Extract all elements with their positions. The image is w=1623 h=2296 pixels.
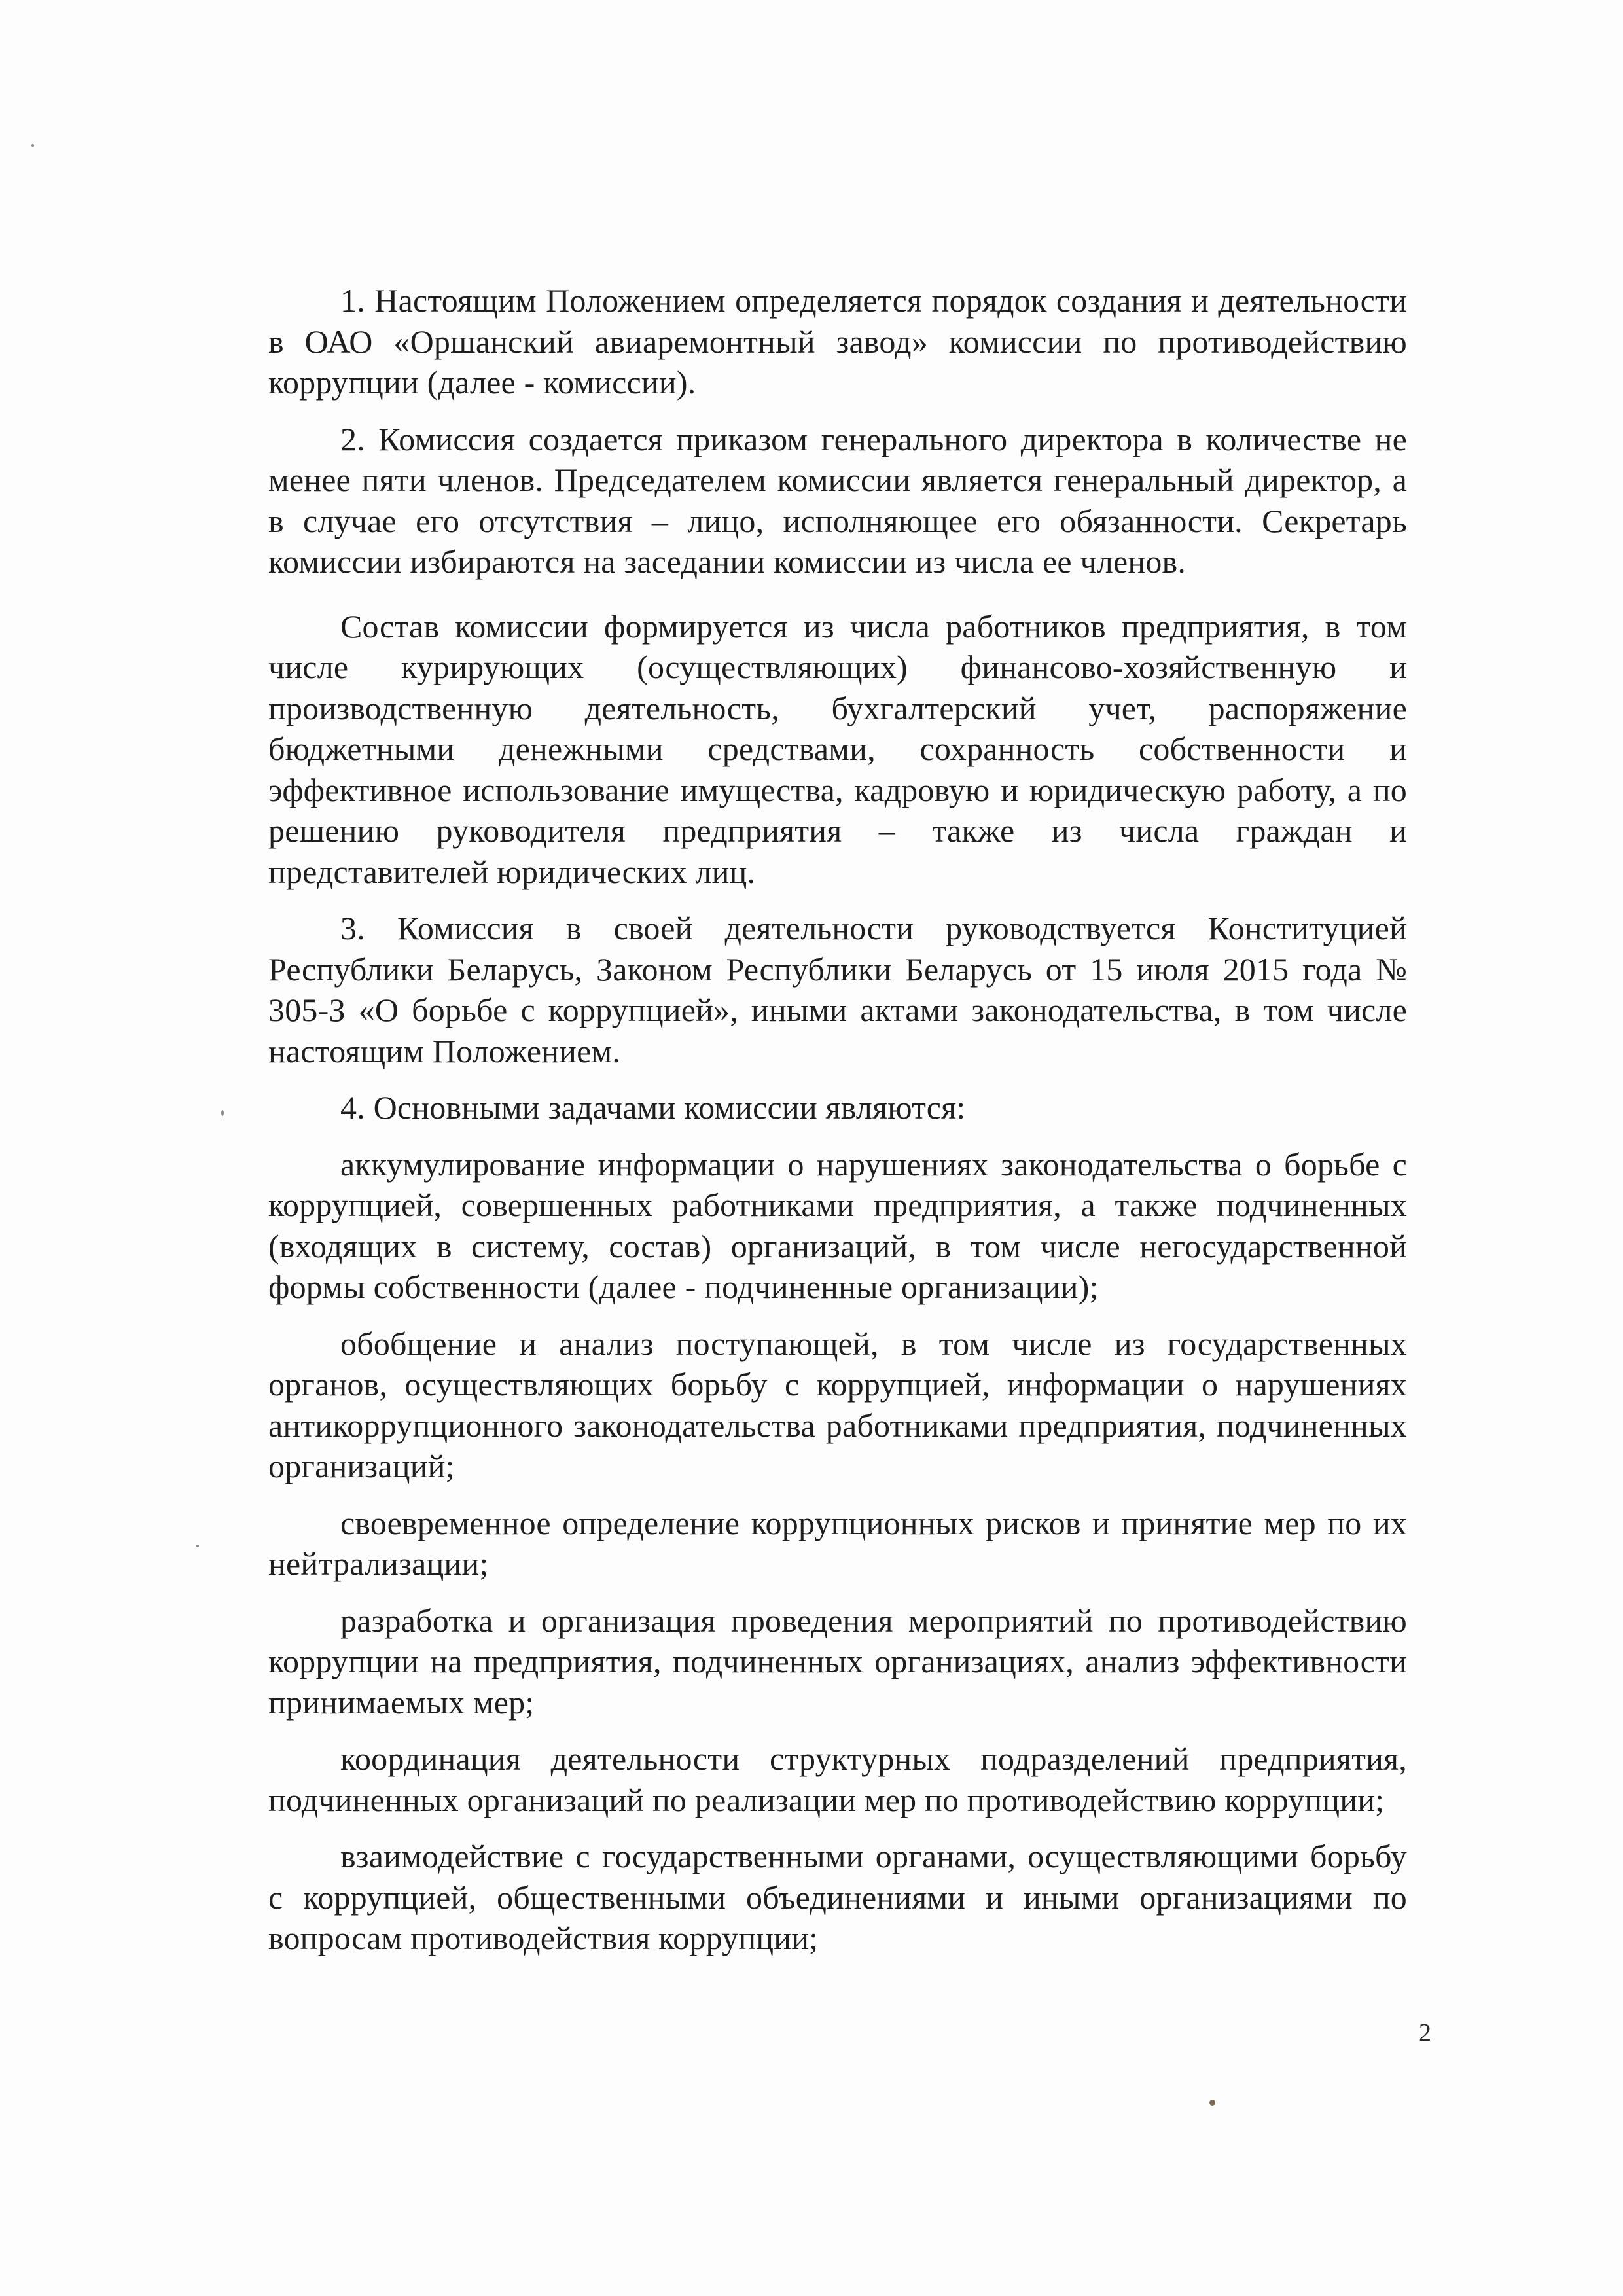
scan-speck xyxy=(31,144,34,147)
list-item-accumulation: аккумулирование информации о нарушениях законодательства о борьбе с коррупцией, совершенных работниками предприятия, а также подчиненных (входящих в систему, состав) организаций, в том числе негосударственной формы собственности (далее - подчиненные организации); xyxy=(268,1145,1407,1305)
paragraph-5: 4. Основными задачами комиссии являются: xyxy=(340,1089,966,1126)
page-number: 2 xyxy=(1419,2019,1431,2047)
list-item-analysis: обобщение и анализ поступающей, в том числе из государственных органов, осуществляющих борьбу с коррупцией, информации о нарушениях антикоррупционного законодательства работниками предприятия, подчиненных организаций; xyxy=(268,1325,1407,1484)
document-body xyxy=(268,280,1407,1975)
scan-speck xyxy=(1209,2100,1215,2106)
list-item-measures-development: разработка и организация проведения мероприятий по противодействию коррупции на предприятия, подчиненных организациях, анализ эффективности принимаемых мер; xyxy=(268,1602,1407,1721)
scan-speck xyxy=(221,1110,224,1116)
paragraph-3: Состав комиссии формируется из числа работников предприятия, в том числе курирующих (осуществляющих) финансово-хозяйственную и производственную деятельность, бухгалтерский учет, распоряжение бюджетными денежными средствами, сохранность собственности и эффективное использование имущества, кадровую и юридическую работу, а по решению руководителя предприятия – также из числа граждан и представителей юридических лиц. xyxy=(268,607,1407,890)
paragraph-2: 2. Комиссия создается приказом генерального директора в количестве не менее пяти членов. Председателем комиссии является генеральный директор, а в случае его отсутствия – лицо, исполняющее его обязанности. Секретарь комиссии избираются на заседании комиссии из числа ее членов. xyxy=(268,420,1407,580)
list-item-coordination: координация деятельности структурных подразделений предприятия, подчиненных организаций по реализации мер по противодействию коррупции; xyxy=(268,1740,1407,1818)
paragraph-4: 3. Комиссия в своей деятельности руководствуется Конституцией Республики Беларусь, Законом Республики Беларусь от 15 июля 2015 года № 305-З «О борьбе с коррупцией», иными актами законодательства, в том числе настоящим Положением. xyxy=(268,910,1407,1069)
list-item-interaction: взаимодействие с государственными органами, осуществляющими борьбу с коррупцией, общественными объединениями и иными организациями по вопросам противодействия коррупции; xyxy=(268,1838,1407,1956)
scan-speck xyxy=(196,1545,199,1547)
paragraph-1: 1. Настоящим Положением определяется порядок создания и деятельности в ОАО «Оршанский авиаремонтный завод» комиссии по противодействию коррупции (далее - комиссии). xyxy=(268,282,1407,401)
list-item-risk-detection: своевременное определение коррупционных рисков и принятие мер по их нейтрализации; xyxy=(268,1504,1407,1582)
